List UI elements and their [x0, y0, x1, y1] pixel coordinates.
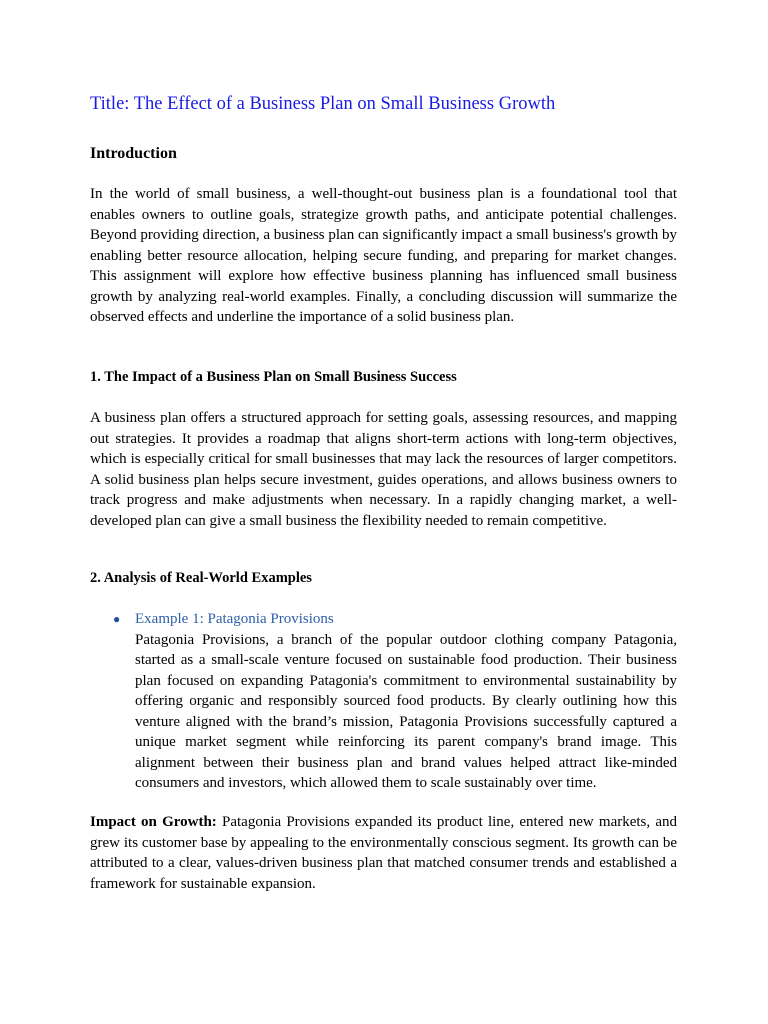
example-1-paragraph: Patagonia Provisions, a branch of the popular outdoor clothing company Patagonia, started as a small-scale venture focused on sustainable food production. Their business plan focused on expanding Patagonia's commitment to environmental sustainability by offering organic and responsibly sourced food products. By clearly outlining how this venture aligned with the brand’s mission, Patagonia Provisions successfully captured a unique market segment while reinforcing its parent company's brand image. This alignment between their business plan and brand values helped attract like-minded consumers and investors, which allowed them to scale sustainably over time.: [135, 631, 677, 791]
introduction-heading: Introduction: [90, 145, 177, 162]
section-1-paragraph: A business plan offers a structured approach for setting goals, assessing resources, and mapping out strategies. It provides a roadmap that aligns short-term actions with long-term objectives, which is especially critical for small businesses that may lack the resources of larger competitors. A solid business plan helps secure investment, guides operations, and allows business owners to track progress and make adjustments when necessary. In a rapidly changing market, a well-developed plan can give a small business the flexibility needed to remain competitive.: [90, 410, 677, 529]
impact-paragraph: [90, 812, 677, 894]
introduction-paragraph: In the world of small business, a well-thought-out business plan is a foundational tool that enables owners to outline goals, strategize growth paths, and anticipate potential challenges. Beyond providing direction, a business plan can significantly impact a small business's growth by enabling better resource allocation, helping secure funding, and preparing for market changes. This assignment will explore how effective business planning has influenced small business growth by analyzing real-world examples. Finally, a concluding discussion will summarize the observed effects and underline the importance of a solid business plan.: [90, 186, 677, 325]
bullet-icon: ●: [113, 612, 121, 626]
impact-label: Impact on Growth:: [90, 814, 217, 830]
example-1-title: Example 1: Patagonia Provisions: [135, 611, 334, 627]
impact-text: Patagonia Provisions expanded its product line, entered new markets, and grew its customer base by appealing to the environmentally conscious segment. Its growth can be attributed to a clear, values-driven business plan that matched consumer trends and established a framework for sustainable expansion.: [90, 814, 677, 892]
section-2-heading: 2. Analysis of Real-World Examples: [90, 570, 312, 586]
document-title: Title: The Effect of a Business Plan on Small Business Growth: [90, 94, 556, 114]
section-1-heading: 1. The Impact of a Business Plan on Small Business Success: [90, 369, 457, 385]
